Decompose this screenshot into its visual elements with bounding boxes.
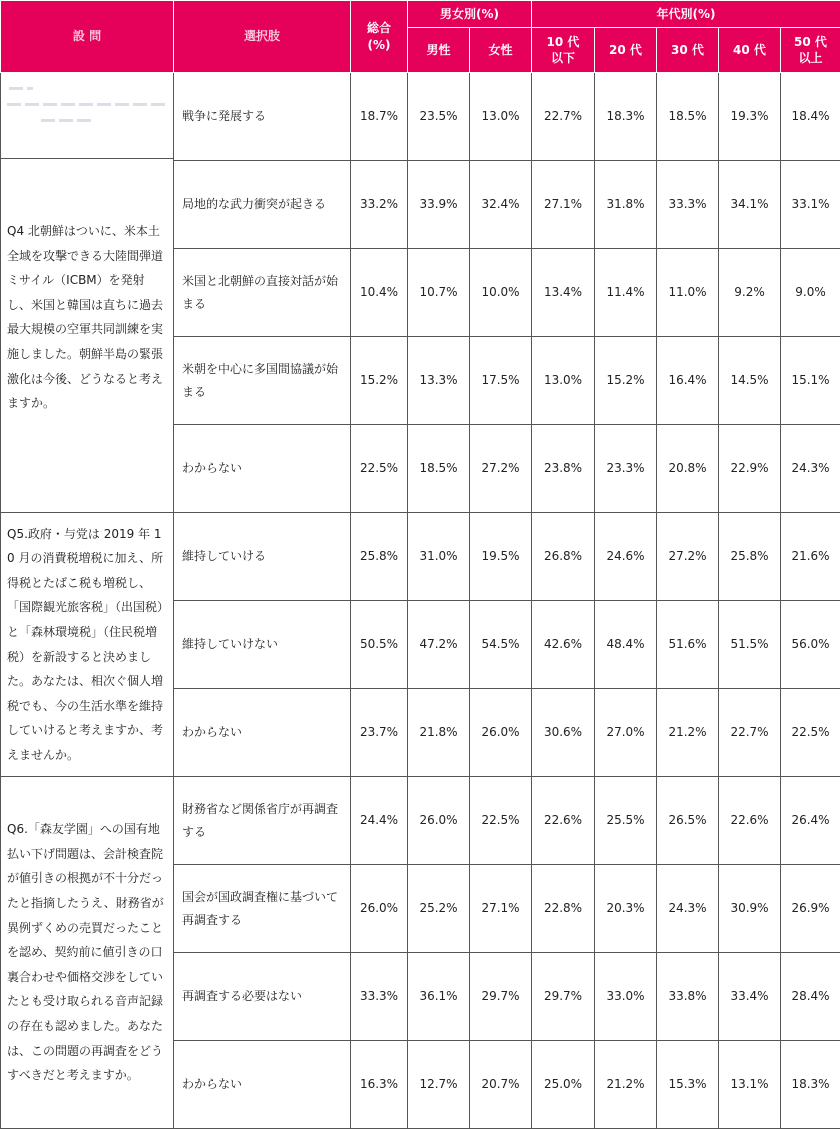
header-20s: 20 代 <box>595 28 657 73</box>
value-40s: 13.1% <box>719 1041 781 1129</box>
question-q4-text: Q4 北朝鮮はついに、米本土全域を攻撃できる大陸間弾道ミサイル（ICBM）を発射し、米国と韓国は直ちに過去最大規模の空軍共同訓練を実施しました。朝鮮半島の緊張激化は今後、どうなると考えますか。 <box>7 159 167 416</box>
value-40s: 19.3% <box>719 73 781 161</box>
value-50s: 26.4% <box>781 777 840 865</box>
value-male: 10.7% <box>408 249 470 337</box>
value-male: 31.0% <box>408 513 470 601</box>
value-total: 18.7% <box>351 73 408 161</box>
value-total: 33.3% <box>351 953 408 1041</box>
value-total: 26.0% <box>351 865 408 953</box>
option-label: 米朝を中心に多国間協議が始まる <box>174 337 351 425</box>
table-header <box>1 1 840 73</box>
option-label: わからない <box>174 425 351 513</box>
value-30s: 51.6% <box>657 601 719 689</box>
option-label: 財務省など関係省庁が再調査する <box>174 777 351 865</box>
value-40s: 22.6% <box>719 777 781 865</box>
value-40s: 9.2% <box>719 249 781 337</box>
value-teens: 26.8% <box>532 513 595 601</box>
option-label: わからない <box>174 689 351 777</box>
value-50s: 24.3% <box>781 425 840 513</box>
value-20s: 24.6% <box>595 513 657 601</box>
value-50s: 18.4% <box>781 73 840 161</box>
value-30s: 18.5% <box>657 73 719 161</box>
value-40s: 51.5% <box>719 601 781 689</box>
option-label: 局地的な武力衝突が起きる <box>174 161 351 249</box>
value-male: 36.1% <box>408 953 470 1041</box>
value-30s: 27.2% <box>657 513 719 601</box>
value-male: 26.0% <box>408 777 470 865</box>
value-30s: 11.0% <box>657 249 719 337</box>
header-50s: 50 代 以上 <box>781 28 840 73</box>
option-label: 米国と北朝鮮の直接対話が始まる <box>174 249 351 337</box>
value-female: 32.4% <box>470 161 532 249</box>
value-total: 25.8% <box>351 513 408 601</box>
option-label: 国会が国政調査権に基づいて再調査する <box>174 865 351 953</box>
value-30s: 33.8% <box>657 953 719 1041</box>
value-female: 54.5% <box>470 601 532 689</box>
question-q6: Q6.「森友学園」への国有地払い下げ問題は、会計検査院が値引きの根拠が不十分だったと指摘したうえ、財務省が異例ずくめの売買だったことを認め、契約前に値引きの口裏合わせや価格交渉をしていたとも受け取られる音声記録の存在も認めました。あなたは、この問題の再調査をどうすべきだと考えますか。 <box>1 777 174 1129</box>
value-50s: 28.4% <box>781 953 840 1041</box>
value-teens: 30.6% <box>532 689 595 777</box>
option-label: 戦争に発展する <box>174 73 351 161</box>
value-male: 12.7% <box>408 1041 470 1129</box>
value-20s: 23.3% <box>595 425 657 513</box>
value-20s: 20.3% <box>595 865 657 953</box>
question-q4 <box>1 73 174 513</box>
value-30s: 24.3% <box>657 865 719 953</box>
value-20s: 27.0% <box>595 689 657 777</box>
value-20s: 48.4% <box>595 601 657 689</box>
value-teens: 22.7% <box>532 73 595 161</box>
value-30s: 15.3% <box>657 1041 719 1129</box>
value-20s: 15.2% <box>595 337 657 425</box>
value-total: 22.5% <box>351 425 408 513</box>
value-female: 27.1% <box>470 865 532 953</box>
value-20s: 25.5% <box>595 777 657 865</box>
value-total: 15.2% <box>351 337 408 425</box>
value-20s: 11.4% <box>595 249 657 337</box>
value-teens: 23.8% <box>532 425 595 513</box>
value-40s: 33.4% <box>719 953 781 1041</box>
option-label: 維持していけない <box>174 601 351 689</box>
header-male: 男性 <box>408 28 470 73</box>
value-teens: 29.7% <box>532 953 595 1041</box>
value-male: 47.2% <box>408 601 470 689</box>
value-40s: 22.7% <box>719 689 781 777</box>
value-30s: 21.2% <box>657 689 719 777</box>
value-50s: 26.9% <box>781 865 840 953</box>
value-30s: 20.8% <box>657 425 719 513</box>
value-female: 27.2% <box>470 425 532 513</box>
value-total: 16.3% <box>351 1041 408 1129</box>
header-gender-group: 男女別(%) <box>408 1 532 28</box>
value-female: 26.0% <box>470 689 532 777</box>
value-male: 25.2% <box>408 865 470 953</box>
value-teens: 13.4% <box>532 249 595 337</box>
value-female: 20.7% <box>470 1041 532 1129</box>
header-teens: 10 代 以下 <box>532 28 595 73</box>
value-40s: 34.1% <box>719 161 781 249</box>
faded-text-line <box>7 103 167 106</box>
value-20s: 31.8% <box>595 161 657 249</box>
option-label: 再調査する必要はない <box>174 953 351 1041</box>
faded-text-line <box>9 87 33 90</box>
value-50s: 56.0% <box>781 601 840 689</box>
value-male: 21.8% <box>408 689 470 777</box>
header-female: 女性 <box>470 28 532 73</box>
value-40s: 30.9% <box>719 865 781 953</box>
header-age-group: 年代別(%) <box>532 1 840 28</box>
header-question: 設 問 <box>1 1 174 73</box>
value-teens: 22.6% <box>532 777 595 865</box>
value-total: 24.4% <box>351 777 408 865</box>
header-40s: 40 代 <box>719 28 781 73</box>
header-30s: 30 代 <box>657 28 719 73</box>
header-option: 選択肢 <box>174 1 351 73</box>
value-male: 33.9% <box>408 161 470 249</box>
value-female: 22.5% <box>470 777 532 865</box>
value-male: 18.5% <box>408 425 470 513</box>
value-30s: 26.5% <box>657 777 719 865</box>
value-male: 13.3% <box>408 337 470 425</box>
value-total: 10.4% <box>351 249 408 337</box>
question-q5: Q5.政府・与党は 2019 年 10 月の消費税増税に加え、所得税とたばこ税も増税し、「国際観光旅客税」（出国税）と「森林環境税」（住民税増税）を新設すると決めました。あなたは、相次ぐ個人増税でも、今の生活水準を維持していけると考えますか、考えませんか。 <box>1 513 174 777</box>
value-40s: 25.8% <box>719 513 781 601</box>
value-total: 33.2% <box>351 161 408 249</box>
ghost-rows <box>1 73 173 159</box>
value-50s: 22.5% <box>781 689 840 777</box>
value-total: 23.7% <box>351 689 408 777</box>
value-30s: 33.3% <box>657 161 719 249</box>
value-50s: 21.6% <box>781 513 840 601</box>
value-teens: 42.6% <box>532 601 595 689</box>
header-total: 総合 (%) <box>351 1 408 73</box>
value-50s: 15.1% <box>781 337 840 425</box>
value-20s: 33.0% <box>595 953 657 1041</box>
value-male: 23.5% <box>408 73 470 161</box>
value-50s: 18.3% <box>781 1041 840 1129</box>
value-20s: 21.2% <box>595 1041 657 1129</box>
faded-text-line <box>41 119 93 122</box>
value-50s: 9.0% <box>781 249 840 337</box>
value-40s: 14.5% <box>719 337 781 425</box>
value-total: 50.5% <box>351 601 408 689</box>
value-teens: 13.0% <box>532 337 595 425</box>
value-female: 19.5% <box>470 513 532 601</box>
value-20s: 18.3% <box>595 73 657 161</box>
value-female: 17.5% <box>470 337 532 425</box>
value-female: 10.0% <box>470 249 532 337</box>
table-body <box>1 73 840 1129</box>
option-label: 維持していける <box>174 513 351 601</box>
value-female: 13.0% <box>470 73 532 161</box>
value-female: 29.7% <box>470 953 532 1041</box>
value-40s: 22.9% <box>719 425 781 513</box>
value-teens: 27.1% <box>532 161 595 249</box>
value-teens: 22.8% <box>532 865 595 953</box>
value-50s: 33.1% <box>781 161 840 249</box>
value-30s: 16.4% <box>657 337 719 425</box>
option-label: わからない <box>174 1041 351 1129</box>
value-teens: 25.0% <box>532 1041 595 1129</box>
